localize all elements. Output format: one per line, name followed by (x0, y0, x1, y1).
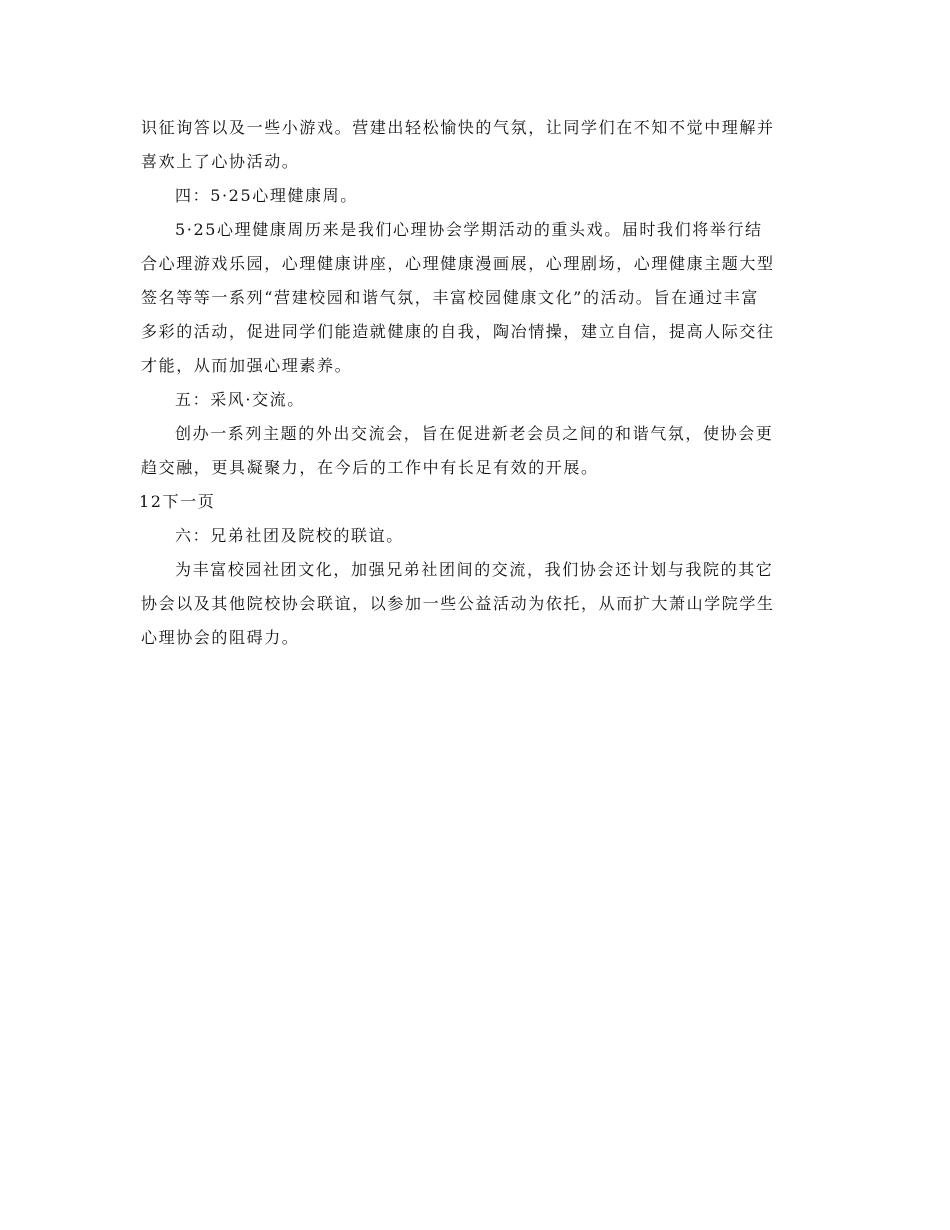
section-heading-6: 六：兄弟社团及院校的联谊。 (175, 526, 404, 545)
section-heading-4: 四：5·25心理健康周。 (175, 186, 358, 205)
text-line: 签名等等一系列“营建校园和谐气氛，丰富校园健康文化”的活动。旨在通过丰富 (141, 288, 759, 307)
text-line: 多彩的活动，促进同学们能造就健康的自我，陶冶情操，建立自信，提高人际交往 (141, 322, 775, 341)
text-line: 喜欢上了心协活动。 (141, 152, 300, 171)
text-line: 5·25心理健康周历来是我们心理协会学期活动的重头戏。届时我们将举行结 (175, 220, 763, 239)
text-line: 识征询答以及一些小游戏。营建出轻松愉快的气氛，让同学们在不知不觉中理解并 (141, 118, 775, 137)
section-heading-5: 五：采风·交流。 (175, 390, 305, 409)
pagination-next-link[interactable]: 12下一页 (139, 492, 216, 511)
text-line: 协会以及其他院校协会联谊，以参加一些公益活动为依托，从而扩大萧山学院学生 (141, 594, 775, 613)
text-line: 心理协会的阻碍力。 (141, 628, 300, 647)
text-line: 才能，从而加强心理素养。 (141, 356, 353, 375)
document-body (141, 111, 811, 655)
text-line: 趋交融，更具凝聚力，在今后的工作中有长足有效的开展。 (141, 458, 599, 477)
text-line: 为丰富校园社团文化，加强兄弟社团间的交流，我们协会还计划与我院的其它 (175, 560, 774, 579)
text-line: 创办一系列主题的外出交流会，旨在促进新老会员之间的和谐气氛，使协会更 (175, 424, 774, 443)
text-line: 合心理游戏乐园，心理健康讲座，心理健康漫画展，心理剧场，心理健康主题大型 (141, 254, 775, 273)
